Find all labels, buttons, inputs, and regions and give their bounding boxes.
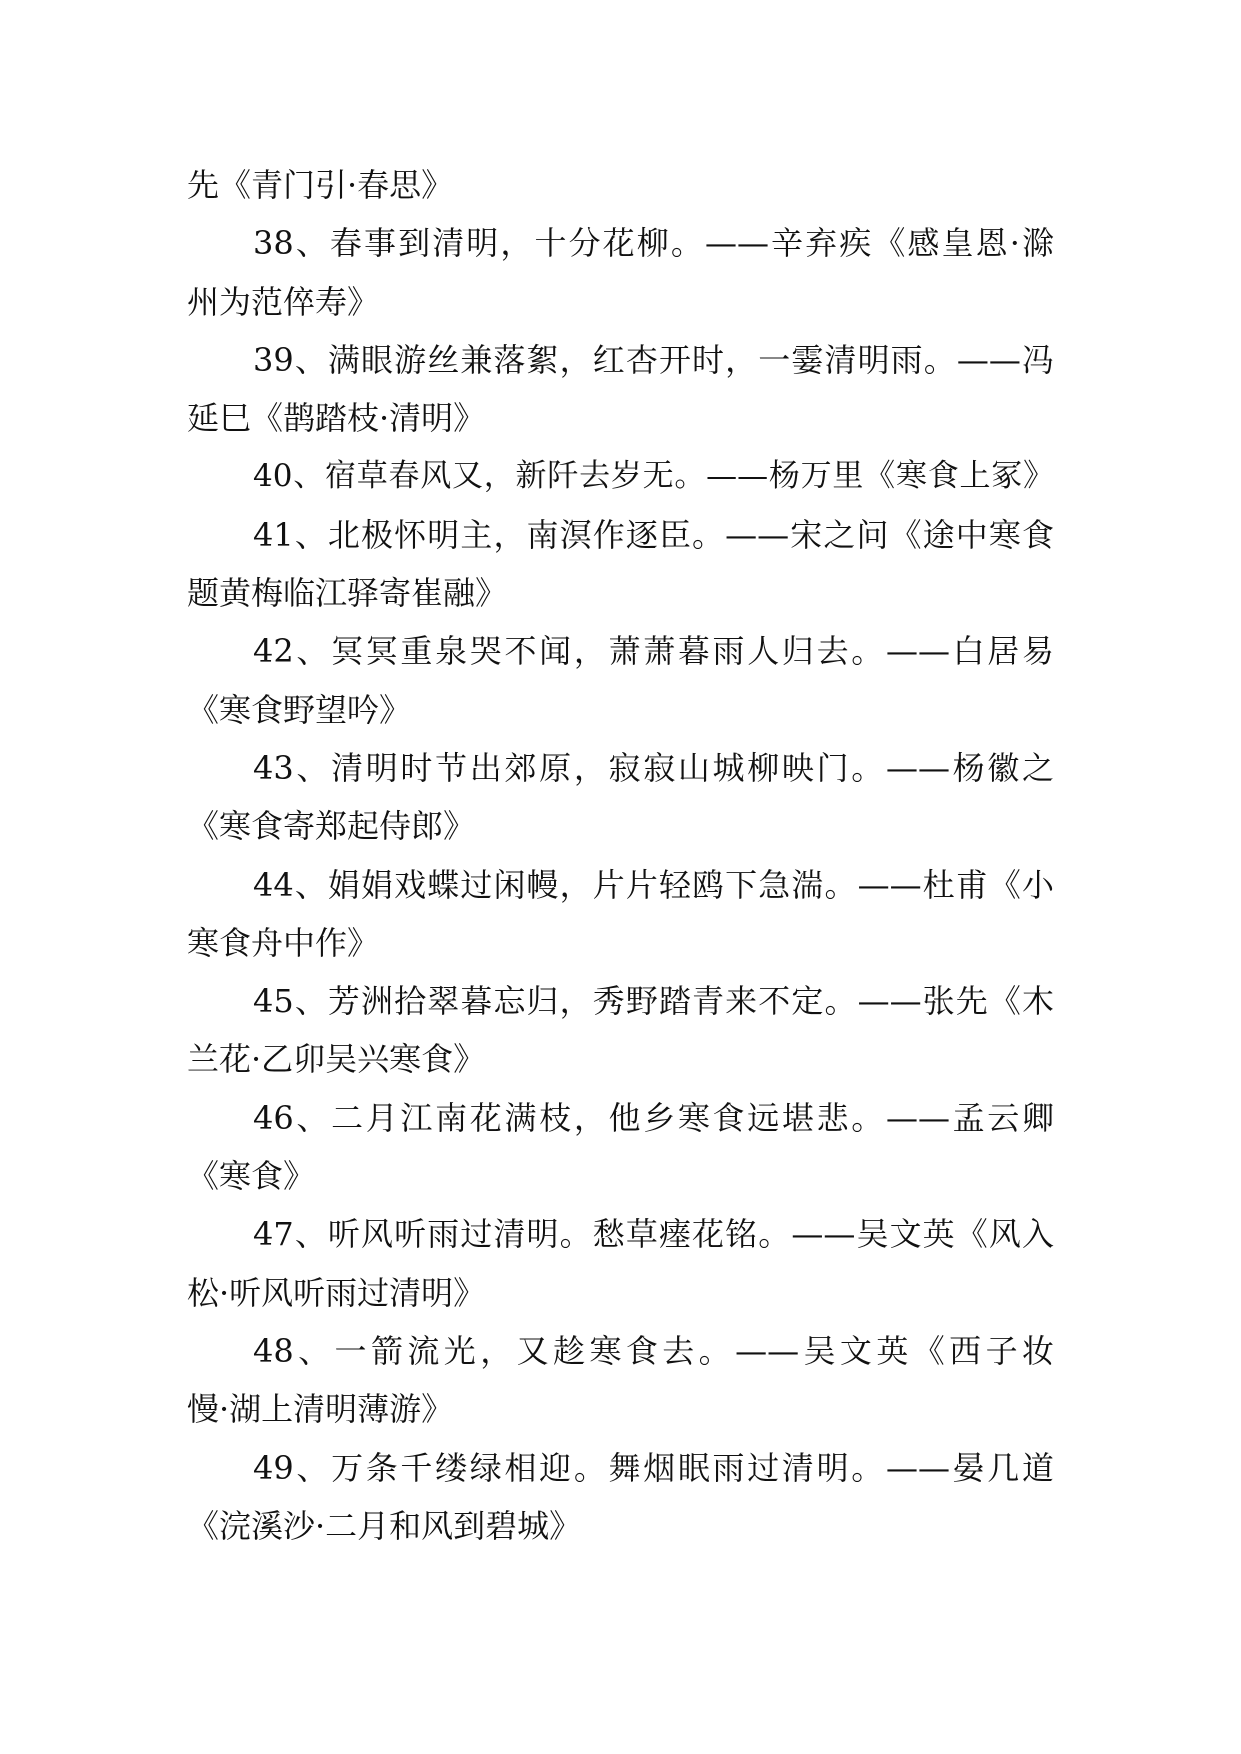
text-line: 40、宿草春风又，新阡去岁无。——杨万里《寒食上冢》 [253, 458, 1054, 495]
text-line: 寒食舟中作》 [187, 923, 380, 962]
text-line: 《寒食寄郑起侍郎》 [187, 807, 476, 846]
poem-entry-48 [187, 1322, 1054, 1439]
text-line: 《浣溪沙·二月和风到碧城》 [187, 1506, 582, 1545]
poem-entry-38 [187, 214, 1054, 331]
text-line: 39、满眼游丝兼落絮，红杏开时，一霎清明雨。——冯 [253, 340, 1054, 379]
poem-entry-42 [187, 622, 1054, 739]
poem-entry-43 [187, 739, 1054, 856]
text-line: 《寒食野望吟》 [187, 690, 412, 729]
text-line: 《寒食》 [187, 1157, 316, 1196]
text-line: 45、芳洲拾翠暮忘归，秀野踏青来不定。——张先《木 [253, 982, 1054, 1021]
poem-entry-39 [187, 331, 1054, 448]
poem-entry-45 [187, 972, 1054, 1089]
text-line: 松·听风听雨过清明》 [187, 1273, 486, 1312]
poem-entry-47 [187, 1205, 1054, 1322]
text-line: 先《青门引·春思》 [187, 166, 454, 204]
poem-entry-41 [187, 506, 1054, 623]
text-line: 州为范倅寿》 [187, 282, 380, 321]
text-line: 42、冥冥重泉哭不闻，萧萧暮雨人归去。——白居易 [253, 632, 1054, 671]
poem-entry-46 [187, 1089, 1054, 1206]
text-line: 47、听风听雨过清明。愁草瘗花铭。——吴文英《风入 [253, 1215, 1054, 1254]
text-line: 延巳《鹊踏枝·清明》 [187, 399, 486, 438]
text-line: 38、春事到清明，十分花柳。——辛弃疾《感皇恩·滁 [253, 224, 1054, 263]
poem-entry-44 [187, 856, 1054, 973]
text-line: 44、娟娟戏蝶过闲幔，片片轻鸥下急湍。——杜甫《小 [253, 865, 1054, 904]
text-line: 慢·湖上清明薄游》 [187, 1390, 454, 1429]
text-line: 43、清明时节出郊原，寂寂山城柳映门。——杨徽之 [253, 748, 1054, 787]
poem-entry-continued [187, 156, 1054, 214]
text-line: 题黄梅临江驿寄崔融》 [187, 574, 508, 613]
text-line: 49、万条千缕绿相迎。舞烟眠雨过清明。——晏几道 [253, 1448, 1054, 1487]
text-line: 41、北极怀明主，南溟作逐臣。——宋之问《途中寒食 [253, 515, 1054, 554]
poem-entry-49 [187, 1439, 1054, 1556]
poem-entry-40 [187, 447, 1054, 505]
text-line: 46、二月江南花满枝，他乡寒食远堪悲。——孟云卿 [253, 1098, 1054, 1137]
text-line: 48、一箭流光，又趁寒食去。——吴文英《西子妆 [253, 1331, 1054, 1370]
document-body [187, 156, 1054, 1555]
text-line: 兰花·乙卯吴兴寒食》 [187, 1040, 486, 1079]
